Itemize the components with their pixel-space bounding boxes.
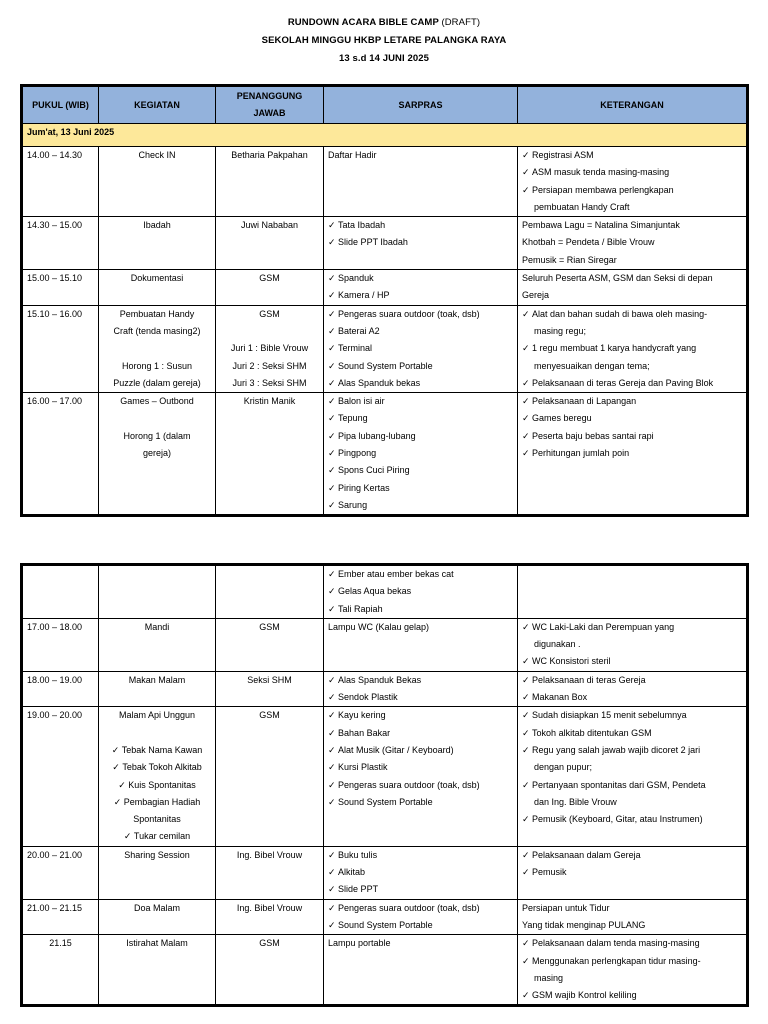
activity-line [103, 725, 211, 742]
keterangan-cell [518, 270, 748, 306]
table-row [22, 393, 748, 516]
keterangan-item: Pemusik = Rian Siregar [522, 254, 617, 265]
time-cell: 15.00 – 15.10 [22, 270, 99, 306]
sarpras-item: ✓ Spons Cuci Piring [328, 462, 513, 479]
keterangan-item: Yang tidak menginap PULANG [522, 919, 646, 930]
doc-title [0, 14, 768, 32]
activity-line: Istirahat Malam [126, 938, 188, 949]
activity-cell [99, 393, 216, 516]
table-row [22, 899, 748, 935]
pic-line: Seksi SHM [247, 674, 292, 685]
activity-line: Pembuatan Handy [119, 308, 195, 319]
day-label: Jum'at, 13 Juni 2025 [22, 124, 748, 147]
pic-line: GSM [259, 938, 280, 949]
sarpras-cell [324, 393, 518, 516]
pic-cell [216, 899, 324, 935]
keterangan-item: Seluruh Peserta ASM, GSM dan Seksi di depan [522, 273, 713, 284]
pic-line: Juri 3 : Seksi SHM [232, 377, 307, 388]
activity-line: Malam Api Unggun [118, 710, 196, 721]
table-row [22, 618, 748, 671]
sarpras-item: ✓ Balon isi air [328, 393, 513, 410]
keterangan-cell [518, 565, 748, 619]
pic-line: GSM [259, 621, 280, 632]
pic-cell [216, 305, 324, 392]
document-header [0, 14, 768, 68]
activity-line [103, 340, 211, 357]
keterangan-item: ✓ Peserta baju bebas santai rapi [522, 428, 742, 445]
time-cell: 15.10 – 16.00 [22, 305, 99, 392]
sarpras-item: ✓ Kamera / HP [328, 287, 513, 304]
activity-sub-item: ✓ Tebak Tokoh Alkitab [103, 759, 211, 776]
keterangan-item: ✓ Persiapan membawa perlengkapan [522, 182, 742, 199]
keterangan-cell [518, 147, 748, 217]
sarpras-item: ✓ Piring Kertas [328, 480, 513, 497]
activity-sub-item: ✓ Tukar cemilan [103, 828, 211, 845]
keterangan-item: ✓ Menggunakan perlengkapan tidur masing- [522, 953, 742, 970]
pic-line: Betharia Pakpahan [231, 150, 308, 160]
sarpras-item: ✓ Slide PPT Ibadah [328, 234, 513, 251]
time-cell [22, 565, 99, 619]
sarpras-cell [324, 899, 518, 935]
col-header-pic: PENANGGUNG JAWAB [216, 86, 324, 124]
doc-title-text: RUNDOWN ACARA BIBLE CAMP [287, 17, 439, 28]
keterangan-cell [518, 707, 748, 846]
sarpras-item: ✓ Alkitab [328, 864, 513, 881]
table-row [22, 147, 748, 217]
keterangan-item: ✓ WC Konsistori steril [522, 653, 742, 670]
activity-cell [99, 147, 216, 217]
sarpras-cell [324, 565, 518, 619]
sarpras-item: ✓ Bahan Bakar [328, 725, 513, 742]
activity-cell [99, 671, 216, 707]
keterangan-cell [518, 217, 748, 270]
keterangan-item: ✓ Pemusik (Keyboard, Gitar, atau Instrumen) [522, 811, 742, 828]
keterangan-item: ✓ 1 regu membuat 1 karya handycraft yang [522, 340, 742, 357]
activity-cell [99, 270, 216, 306]
sarpras-item: ✓ Sendok Plastik [328, 689, 513, 706]
activity-cell [99, 618, 216, 671]
activity-line: gereja) [142, 448, 171, 459]
keterangan-cell [518, 846, 748, 899]
keterangan-item: ✓ Regu yang salah jawab wajib dicoret 2 jari [522, 742, 742, 759]
keterangan-cell [518, 393, 748, 516]
sarpras-item: ✓ Kayu kering [328, 707, 513, 724]
sarpras-cell [324, 846, 518, 899]
keterangan-cell [518, 671, 748, 707]
pic-line [220, 323, 319, 340]
doc-date-range: 13 s.d 14 JUNI 2025 [338, 53, 430, 64]
table-row [22, 217, 748, 270]
keterangan-item: ✓ Registrasi ASM [522, 147, 742, 164]
keterangan-item: ✓ Perhitungan jumlah poin [522, 445, 742, 462]
sarpras-item: Lampu portable [328, 938, 391, 949]
time-cell: 14.00 – 14.30 [22, 147, 99, 217]
sarpras-cell [324, 270, 518, 306]
keterangan-item: digunakan . [534, 639, 581, 650]
keterangan-item: ✓ Tokoh alkitab ditentukan GSM [522, 725, 742, 742]
sarpras-item: ✓ Pipa lubang-lubang [328, 428, 513, 445]
activity-line: Makan Malam [128, 674, 186, 685]
keterangan-item: ✓ Sudah disiapkan 15 menit sebelumnya [522, 707, 742, 724]
sarpras-item: ✓ Spanduk [328, 270, 513, 287]
time-cell: 21.00 – 21.15 [22, 899, 99, 935]
sarpras-cell [324, 618, 518, 671]
sarpras-item: ✓ Slide PPT [328, 881, 513, 898]
activity-line: Craft (tenda masing2) [113, 325, 201, 336]
keterangan-item: pembuatan Handy Craft [534, 201, 630, 212]
keterangan-item: ✓ GSM wajib Kontrol keliling [522, 987, 742, 1004]
keterangan-cell [518, 305, 748, 392]
activity-line: Horong 1 (dalam [123, 430, 191, 441]
activity-line: Doa Malam [133, 902, 180, 913]
keterangan-item: ✓ Pelaksanaan dalam Gereja [522, 847, 742, 864]
pic-cell [216, 707, 324, 846]
keterangan-item: Pembawa Lagu = Natalina Simanjuntak [522, 220, 680, 231]
keterangan-item: ✓ Pelaksanaan dalam tenda masing-masing [522, 935, 742, 952]
table-row [22, 846, 748, 899]
col-header-time: PUKUL (WIB) [22, 86, 99, 124]
keterangan-item: masing [534, 972, 564, 983]
activity-line: Check IN [138, 150, 176, 160]
keterangan-item: menyesuaikan dengan tema; [534, 360, 650, 371]
table-header-row [22, 86, 748, 124]
sarpras-item: ✓ Tali Rapiah [328, 601, 513, 618]
sarpras-cell [324, 147, 518, 217]
activity-line: Puzzle (dalam gereja) [113, 377, 201, 388]
col-header-sarpras: SARPRAS [324, 86, 518, 124]
activity-cell [99, 217, 216, 270]
activity-cell [99, 305, 216, 392]
table-row [22, 935, 748, 1006]
activity-line: Horong 1 : Susun [121, 360, 193, 371]
schedule-table-page-2 [20, 563, 749, 1007]
keterangan-item: ✓ Pelaksanaan di teras Gereja [522, 672, 742, 689]
table-row [22, 565, 748, 619]
table-row [22, 305, 748, 392]
pic-cell [216, 846, 324, 899]
pic-line: GSM [259, 308, 280, 319]
keterangan-item: ✓ Pelaksanaan di teras Gereja dan Paving Blok [522, 375, 742, 392]
keterangan-cell [518, 935, 748, 1006]
activity-line: Games – Outbond [120, 396, 194, 407]
pic-line: GSM [259, 710, 280, 721]
sarpras-item: ✓ Sound System Portable [328, 794, 513, 811]
sarpras-item: ✓ Alat Musik (Gitar / Keyboard) [328, 742, 513, 759]
keterangan-item: Khotbah = Pendeta / Bible Vrouw [522, 237, 655, 248]
pic-line: Juri 2 : Seksi SHM [232, 360, 307, 371]
pic-cell [216, 217, 324, 270]
keterangan-item: Persiapan untuk Tidur [522, 902, 610, 913]
sarpras-item: ✓ Terminal [328, 340, 513, 357]
sarpras-item: ✓ Tepung [328, 410, 513, 427]
sarpras-item: ✓ Kursi Plastik [328, 759, 513, 776]
pic-line: Ing. Bibel Vrouw [236, 849, 303, 860]
keterangan-item: ✓ WC Laki-Laki dan Perempuan yang [522, 619, 742, 636]
pic-cell [216, 618, 324, 671]
sarpras-cell [324, 217, 518, 270]
time-cell: 14.30 – 15.00 [22, 217, 99, 270]
sarpras-item: ✓ Alas Spanduk Bekas [328, 672, 513, 689]
keterangan-cell [518, 618, 748, 671]
activity-cell [99, 846, 216, 899]
keterangan-item: ✓ Pemusik [522, 864, 742, 881]
pic-cell [216, 147, 324, 217]
day-row [22, 124, 748, 147]
sarpras-item: ✓ Alas Spanduk bekas [328, 375, 513, 392]
keterangan-item: ✓ Pertanyaan spontanitas dari GSM, Pendeta [522, 777, 742, 794]
draft-label: (DRAFT) [441, 17, 481, 28]
keterangan-item: ✓ Makanan Box [522, 689, 742, 706]
sarpras-item: ✓ Pengeras suara outdoor (toak, dsb) [328, 306, 513, 323]
activity-line: Ibadah [143, 220, 171, 231]
sarpras-item: ✓ Sarung [328, 497, 513, 514]
time-cell: 21.15 [22, 935, 99, 1006]
keterangan-item: ✓ Games beregu [522, 410, 742, 427]
activity-line: Sharing Session [124, 849, 190, 860]
sarpras-item: ✓ Pingpong [328, 445, 513, 462]
table-row [22, 707, 748, 846]
sarpras-item: ✓ Sound System Portable [328, 917, 513, 934]
sarpras-cell [324, 707, 518, 846]
sarpras-item: ✓ Tata Ibadah [328, 217, 513, 234]
time-cell: 16.00 – 17.00 [22, 393, 99, 516]
sarpras-item: ✓ Sound System Portable [328, 358, 513, 375]
pic-cell [216, 270, 324, 306]
sarpras-item: ✓ Baterai A2 [328, 323, 513, 340]
keterangan-item: masing regu; [534, 325, 587, 336]
sarpras-item: Lampu WC (Kalau gelap) [328, 621, 430, 632]
pic-line: Ing. Bibel Vrouw [236, 902, 303, 913]
sarpras-cell [324, 671, 518, 707]
pic-line: Kristin Manik [243, 396, 296, 407]
sarpras-item: ✓ Pengeras suara outdoor (toak, dsb) [328, 777, 513, 794]
pic-cell [216, 671, 324, 707]
keterangan-item: dan Ing. Bible Vrouw [534, 796, 617, 807]
pic-cell [216, 935, 324, 1006]
keterangan-item: dengan pupur; [534, 762, 593, 773]
sarpras-item: Daftar Hadir [328, 150, 377, 160]
sarpras-item: ✓ Gelas Aqua bekas [328, 583, 513, 600]
activity-cell [99, 565, 216, 619]
col-header-keterangan: KETERANGAN [518, 86, 748, 124]
pic-line: Juwi Nababan [240, 220, 299, 231]
keterangan-item: Gereja [522, 290, 550, 301]
sarpras-item: ✓ Pengeras suara outdoor (toak, dsb) [328, 900, 513, 917]
table-row [22, 671, 748, 707]
keterangan-item: ✓ Alat dan bahan sudah di bawa oleh masing- [522, 306, 742, 323]
pic-cell [216, 565, 324, 619]
activity-line [103, 410, 211, 427]
schedule-table-page-1 [20, 84, 749, 517]
activity-cell [99, 899, 216, 935]
pic-cell [216, 393, 324, 516]
activity-sub-item: ✓ Kuis Spontanitas [103, 777, 211, 794]
sarpras-item: ✓ Ember atau ember bekas cat [328, 566, 513, 583]
keterangan-item: ✓ ASM masuk tenda masing-masing [522, 164, 742, 181]
time-cell: 20.00 – 21.00 [22, 846, 99, 899]
activity-sub-item: ✓ Tebak Nama Kawan [103, 742, 211, 759]
activity-line: Dokumentasi [130, 273, 184, 284]
time-cell: 19.00 – 20.00 [22, 707, 99, 846]
sarpras-cell [324, 935, 518, 1006]
pic-line: Juri 1 : Bible Vrouw [230, 343, 309, 354]
time-cell: 18.00 – 19.00 [22, 671, 99, 707]
sarpras-item: ✓ Buku tulis [328, 847, 513, 864]
activity-cell [99, 707, 216, 846]
sarpras-cell [324, 305, 518, 392]
col-header-activity: KEGIATAN [99, 86, 216, 124]
activity-sub-item: Spontanitas [133, 814, 181, 825]
doc-subtitle: SEKOLAH MINGGU HKBP LETARE PALANGKA RAYA [261, 35, 507, 46]
keterangan-cell [518, 899, 748, 935]
activity-line: Mandi [144, 621, 170, 632]
table-row [22, 270, 748, 306]
activity-sub-item: ✓ Pembagian Hadiah [103, 794, 211, 811]
time-cell: 17.00 – 18.00 [22, 618, 99, 671]
keterangan-item: ✓ Pelaksanaan di Lapangan [522, 393, 742, 410]
activity-cell [99, 935, 216, 1006]
pic-line: GSM [259, 273, 280, 284]
